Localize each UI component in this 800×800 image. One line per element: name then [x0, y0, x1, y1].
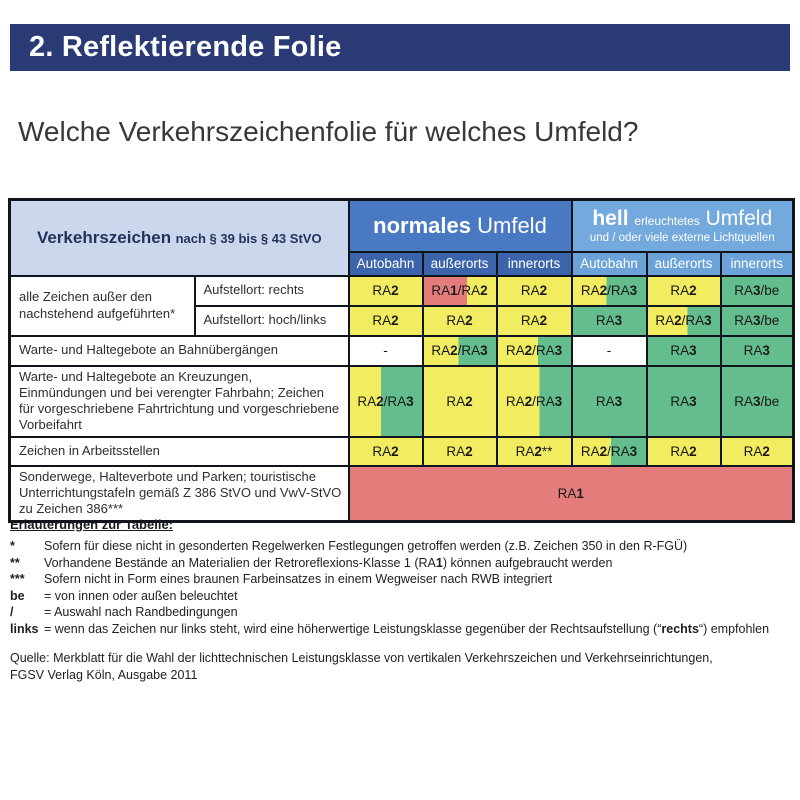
value-cell: -: [349, 336, 423, 366]
note-text: = von innen oder außen beleuchtet: [44, 588, 238, 603]
value-cell: RA3: [572, 306, 647, 336]
notes-list: [10, 539, 792, 637]
foil-selection-table: [8, 198, 795, 523]
value-cell: RA2/RA3: [349, 366, 423, 437]
value-cell: RA2/RA3: [423, 336, 497, 366]
header-normales-rest: Umfeld: [477, 212, 547, 238]
row-label-sonderwege: Sonderwege, Halteverbote und Parken; touristische Unterrichtungstafeln gemäß Z 386 StVO und VwV-StVO zu Zeichen 386***: [10, 466, 349, 522]
value-cell: RA2: [349, 437, 423, 466]
header-hell-umfeld: [572, 200, 794, 252]
value-cell: RA3/be: [721, 276, 794, 306]
note-text: Sofern nicht in Form eines braunen Farbeinsatzes in einem Wegweiser nach RWB integriert: [44, 572, 553, 586]
value-cell: RA2**: [497, 437, 572, 466]
column-header-normal-außerorts: außerorts: [423, 252, 497, 276]
row-label-kreuzungen: Warte- und Haltegebote an Kreuzungen, Einmündungen und bei verengter Fahrbahn; Zeichen für vorgeschriebene Fahrtrichtung und vorgeschriebene Vorbeifahrt: [10, 366, 349, 437]
note-row-0: [10, 539, 792, 554]
value-cell: RA2: [497, 276, 572, 306]
value-cell: RA2: [349, 276, 423, 306]
value-cell: RA3: [647, 336, 721, 366]
header-hell-line1: [573, 208, 793, 230]
note-row-1: [10, 556, 792, 571]
sublabel-aufstellort-rechts: Aufstellort: rechts: [195, 276, 349, 306]
header-hell-bold: hell: [592, 206, 629, 230]
note-label: links: [10, 621, 39, 636]
column-header-normal-innerorts: innerorts: [497, 252, 572, 276]
note-text: Sofern für diese nicht in gesonderten Regelwerken Festlegungen getroffen werden (z.B. Zeichen 350 in den R-FGÜ): [44, 539, 688, 553]
corner-header-title: Verkehrszeichen: [36, 227, 172, 247]
value-cell: RA2/RA3: [497, 366, 572, 437]
value-cell: RA2: [647, 276, 721, 306]
table-row-4: [10, 437, 794, 466]
table-row-2: [10, 336, 794, 366]
notes-title: Erläuterungen zur Tabelle:: [10, 517, 174, 532]
value-cell: -: [572, 336, 647, 366]
value-cell: RA3/be: [721, 366, 794, 437]
sublabel-aufstellort-hoch-links: Aufstellort: hoch/links: [195, 306, 349, 336]
header-normales-umfeld: [349, 200, 572, 252]
header-hell-line2: und / oder viele externe Lichtquellen: [589, 231, 775, 244]
value-cell: RA2: [423, 306, 497, 336]
value-cell: RA3: [572, 366, 647, 437]
subtitle: Welche Verkehrszeichenfolie für welches Umfeld?: [18, 116, 639, 147]
column-header-normal-autobahn: Autobahn: [349, 252, 423, 276]
row-label-arbeitsstellen: Zeichen in Arbeitsstellen: [10, 437, 349, 466]
note-label: be: [10, 588, 25, 603]
value-cell-ra1-span: RA1: [349, 466, 794, 522]
note-row-4: [10, 605, 792, 620]
note-label: /: [10, 605, 14, 619]
value-cell: RA2/RA3: [572, 276, 647, 306]
header-hell-small: erleuchtetes: [634, 213, 700, 228]
source-line-2: FGSV Verlag Köln, Ausgabe 2011: [10, 668, 198, 682]
source-citation: [10, 650, 713, 684]
value-cell: RA1/RA2: [423, 276, 497, 306]
note-text: = wenn das Zeichen nur links steht, wird eine höherwertige Leistungsklasse gegenüber der Rechtsaufstellung (“rechts“) empfohlen: [44, 621, 770, 636]
value-cell: RA2/RA3: [497, 336, 572, 366]
header-normales-bold: normales: [373, 212, 471, 238]
value-cell: RA3: [647, 366, 721, 437]
column-header-hell-außerorts: außerorts: [647, 252, 721, 276]
table-row-5: [10, 466, 794, 522]
column-header-hell-innerorts: innerorts: [721, 252, 794, 276]
notes-section: [10, 517, 792, 638]
row-label-alle-zeichen: alle Zeichen außer den nachstehend aufgeführten*: [10, 276, 195, 336]
row-label-bahnuebergaenge: Warte- und Haltegebote an Bahnübergängen: [10, 336, 349, 366]
header-hell-large: Umfeld: [705, 206, 773, 230]
value-cell: RA2: [423, 437, 497, 466]
table-row-0: [10, 276, 794, 306]
corner-header-subtitle: nach § 39 bis § 43 StVO: [175, 230, 322, 246]
note-label: **: [10, 555, 20, 570]
value-cell: RA2/RA3: [572, 437, 647, 466]
note-row-2: [10, 572, 792, 587]
note-row-5: [10, 622, 792, 637]
note-label: *: [10, 539, 15, 553]
page-title: 2. Reflektierende Folie: [29, 31, 342, 63]
value-cell: RA2: [349, 306, 423, 336]
note-row-3: [10, 589, 792, 604]
value-cell: RA2: [721, 437, 794, 466]
value-cell: RA2: [423, 366, 497, 437]
note-text: Vorhandene Bestände an Materialien der Retroreflexions-Klasse 1 (RA1) können aufgebraucht werden: [44, 555, 613, 570]
value-cell: RA3: [721, 336, 794, 366]
table-row-3: [10, 366, 794, 437]
source-line-1: Quelle: Merkblatt für die Wahl der lichttechnischen Leistungsklasse von vertikalen Verkehrszeichen und Verkehrseinrichtungen,: [10, 651, 713, 665]
column-header-hell-autobahn: Autobahn: [572, 252, 647, 276]
value-cell: RA2/RA3: [647, 306, 721, 336]
corner-header: [10, 200, 349, 276]
note-text: = Auswahl nach Randbedingungen: [44, 605, 238, 619]
value-cell: RA2: [497, 306, 572, 336]
value-cell: RA2: [647, 437, 721, 466]
note-label: ***: [10, 572, 25, 586]
title-bar: [10, 24, 790, 71]
value-cell: RA3/be: [721, 306, 794, 336]
